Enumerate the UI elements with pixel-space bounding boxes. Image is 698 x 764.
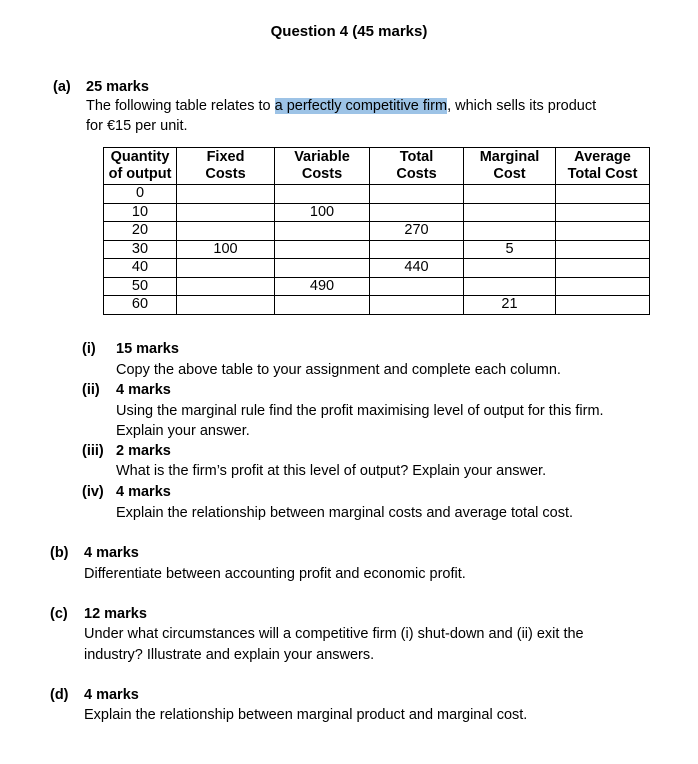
table-row	[104, 185, 650, 204]
table-row	[104, 259, 650, 278]
table-cell	[556, 222, 650, 241]
sub-ii-num: (ii)	[82, 382, 100, 398]
sub-i-marks: 15 marks	[116, 341, 179, 357]
part-b-marks: 4 marks	[84, 545, 139, 561]
part-a-label: (a)	[53, 79, 71, 95]
table-cell: 60	[104, 296, 177, 315]
table-cell	[370, 185, 464, 204]
table-cell: 0	[104, 185, 177, 204]
table-cell	[464, 222, 556, 241]
table-row	[104, 277, 650, 296]
sub-iii-text: What is the firm’s profit at this level of output? Explain your answer.	[116, 463, 547, 479]
table-cell	[464, 185, 556, 204]
table-cell	[275, 259, 370, 278]
intro-before: The following table relates to	[86, 98, 275, 114]
table-cell	[370, 296, 464, 315]
table-cell	[177, 277, 275, 296]
part-c-marks: 12 marks	[84, 606, 147, 622]
table-cell: 21	[464, 296, 556, 315]
table-cell	[464, 259, 556, 278]
table-cell	[370, 240, 464, 259]
header-average-total-cost: Average Total Cost	[556, 148, 650, 185]
part-b-label: (b)	[50, 545, 69, 561]
table-cell	[275, 222, 370, 241]
sub-iv-marks: 4 marks	[116, 484, 171, 500]
table-cell	[556, 203, 650, 222]
part-b-text: Differentiate between accounting profit and economic profit.	[84, 566, 466, 582]
intro-after: , which sells its product	[447, 98, 597, 114]
header-variable-costs: Variable Costs	[275, 148, 370, 185]
table-cell: 30	[104, 240, 177, 259]
table-cell: 440	[370, 259, 464, 278]
table-cell	[177, 296, 275, 315]
table-cell	[556, 277, 650, 296]
table-row	[104, 240, 650, 259]
sub-i-text: Copy the above table to your assignment and complete each column.	[116, 362, 561, 378]
part-c-text-line2: industry? Illustrate and explain your answers.	[84, 647, 375, 663]
table-cell	[177, 203, 275, 222]
table-cell: 20	[104, 222, 177, 241]
table-cell	[464, 277, 556, 296]
sub-ii-text-line1: Using the marginal rule find the profit maximising level of output for this firm.	[116, 403, 604, 419]
table-cell	[556, 296, 650, 315]
table-cell	[177, 259, 275, 278]
table-cell	[556, 185, 650, 204]
sub-ii-text-line2: Explain your answer.	[116, 423, 250, 439]
part-a-intro-line1	[86, 98, 596, 114]
sub-iii-marks: 2 marks	[116, 443, 171, 459]
table-cell: 10	[104, 203, 177, 222]
table-cell	[275, 296, 370, 315]
table-row	[104, 203, 650, 222]
table-cell: 100	[177, 240, 275, 259]
table-cell	[370, 277, 464, 296]
part-a-marks: 25 marks	[86, 79, 149, 95]
table-row	[104, 222, 650, 241]
sub-iv-text: Explain the relationship between marginal costs and average total cost.	[116, 505, 574, 521]
part-d-marks: 4 marks	[84, 687, 139, 703]
sub-i-num: (i)	[82, 341, 96, 357]
table-cell	[177, 222, 275, 241]
part-c-label: (c)	[50, 606, 68, 622]
part-c-text-line1: Under what circumstances will a competitive firm (i) shut-down and (ii) exit the	[84, 626, 584, 642]
question-title: Question 4 (45 marks)	[270, 23, 428, 40]
table-cell: 490	[275, 277, 370, 296]
cost-table	[103, 147, 650, 315]
sub-ii-marks: 4 marks	[116, 382, 171, 398]
table-row	[104, 296, 650, 315]
sub-iv-num: (iv)	[82, 484, 104, 500]
table-cell: 50	[104, 277, 177, 296]
table-cell: 100	[275, 203, 370, 222]
intro-highlight: a perfectly competitive firm	[274, 98, 448, 114]
header-marginal-cost: Marginal Cost	[464, 148, 556, 185]
table-cell	[556, 259, 650, 278]
part-a-intro-line2: for €15 per unit.	[86, 118, 188, 134]
header-total-costs: Total Costs	[370, 148, 464, 185]
header-fixed-costs: Fixed Costs	[177, 148, 275, 185]
table-cell	[370, 203, 464, 222]
table-cell	[275, 240, 370, 259]
sub-iii-num: (iii)	[82, 443, 104, 459]
table-cell	[275, 185, 370, 204]
table-cell	[464, 203, 556, 222]
part-d-label: (d)	[50, 687, 69, 703]
header-quantity: Quantity of output	[104, 148, 177, 185]
table-cell: 5	[464, 240, 556, 259]
part-d-text: Explain the relationship between marginal product and marginal cost.	[84, 707, 528, 723]
table-cell: 270	[370, 222, 464, 241]
table-cell	[556, 240, 650, 259]
table-cell: 40	[104, 259, 177, 278]
table-cell	[177, 185, 275, 204]
table-header-row	[104, 148, 650, 185]
